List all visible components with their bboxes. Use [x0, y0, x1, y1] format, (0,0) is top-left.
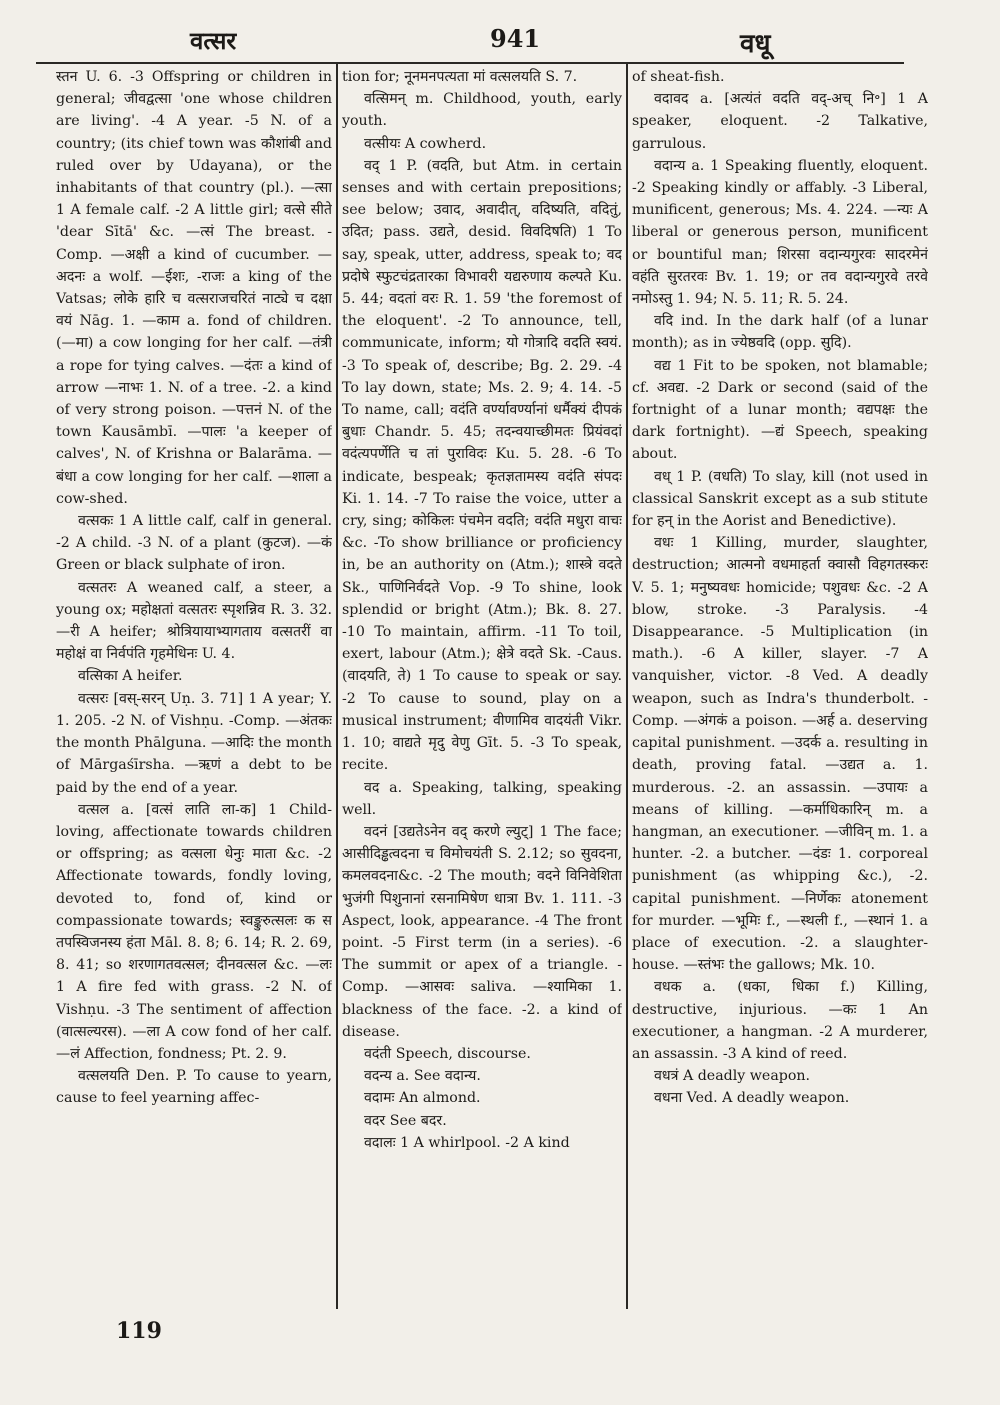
entry: वधक a. (धका, धिका f.) Killing, destructive, injurious. —कः 1 An executioner, a hangman. -2 A murderer, an assassin. -3 A kind of reed.	[632, 979, 928, 1062]
entry: वद a. Speaking, talking, speaking well.	[342, 779, 622, 818]
column-divider-1	[336, 64, 338, 1309]
entry: वदर See बदर.	[364, 1112, 447, 1129]
entry: वधः 1 Killing, murder, slaughter, destruction; आत्मनो वधमाहर्ता क्वासौ विहगतस्करः V. 5. 1; मनुष्यवधः homicide; पशुवधः &c. -2 A blow, stroke. -3 Paralysis. -4 Disappearance. -5 Multiplication (in math.). -6 A killer, slayer. -7 A vanquisher, victor. -8 Ved. A deadly weapon, such as Indra's thunderbolt. -Comp. —अंगकं a poison. —अर्ह a. deserving capital punishment. —उदर्क a. resulting in death, proving fatal. —उद्यत a. 1. murderous. -2. an assassin. —उपायः a means of killing. —कर्माधिकारिन् m. a hangman, an executioner. —जीविन् m. 1. a hunter. -2. a butcher. —दंडः 1. corporeal punishment (as whipping &c.), -2. capital punishment. —निर्णेकः atonement for murder. —भूमिः f., —स्थली f., —स्थानं 1. a place of execution. -2. a slaughter-house. —स्तंभः the gallows; Mk. 10.	[632, 535, 928, 974]
entry: tion for; नूनमनपत्यता मां वत्सलयति S. 7.	[342, 69, 578, 85]
entry: वत्सल a. [वत्सं लाति ला-क] 1 Child-loving, affectionate towards children or offspring; as वत्सला धेनुः माता &c. -2 Affectionate towards, fondly loving, devoted to, fond of, kind or compassionate towards; स्वङ्कुरुत्सलः क स तपस्विजनस्य हंता Māl. 8. 8; 6. 14; R. 2. 69, 8. 41; so शरणागतवत्सल; दीनवत्सल &c. —लः 1 A fire fed with grass. -2 N. of Vishṇu. -3 The sentiment of affection (वात्सल्यरस). —ला A cow fond of her calf. —लं Affection, fondness; Pt. 2. 9.	[56, 801, 332, 1062]
entry: वदनं [उद्यतेऽनेन वद् करणे ल्युट्] 1 The face; आसीदिड्ढत्वदना च विमोचयंती S. 2.12; so सुवदना, कमलवदना&c. -2 The mouth; वदने विनिवेशिता भुजंगी पिशुनानां रसनामिषेण धात्रा Bv. 1. 111. -3 Aspect, look, appearance. -4 The front point. -5 First term (in a series). -6 The summit or apex of a triangle. -Comp. —आसवः saliva. —श्यामिका 1. blackness of the face. -2. a kind of disease.	[342, 823, 622, 1040]
entry: वदंती Speech, discourse.	[364, 1045, 531, 1062]
entry: वधना Ved. A deadly weapon.	[654, 1090, 850, 1107]
entry: स्तन U. 6. -3 Offspring or children in general; जीवद्वत्सा 'one whose children are living'. -4 A year. -5 N. of a country; (its chief town was कौशांबी and ruled over by Udayana), or the inhabitants of that country (pl.). —त्सा 1 A female calf. -2 A little girl; वत्से सीते 'dear Sītā' &c. —त्सं The breast. -Comp. —अक्षी a kind of cucumber. —अदनः a wolf. —ईशः, -राजः a king of the Vatsas; लोके हारि च वत्सराजचरितं नाट्ये च दक्षा वयं Nāg. 1. —काम a. fond of children. (—मा) a cow longing for her calf. —तंत्री a rope for tying calves. —दंतः a kind of arrow —नाभः 1. N. of a tree. -2. a kind of very strong poison. —पत्तनं N. of the town Kausāmbī. —पालः 'a keeper of calves', N. of Krishna or Balarāma. —बंधा a cow longing for her calf. —शाला a cow-shed.	[56, 69, 332, 507]
guide-word-left: वत्सर	[190, 26, 237, 55]
entry: वत्सिका A heifer.	[78, 668, 183, 685]
page-number: 941	[490, 24, 541, 53]
entry: वद् 1 P. (वदति, but Atm. in certain senses and with certain prepositions; see below; उवाद, अवादीत्, वदिष्यति, वदितुं, उदित; pass. उद्यते, desid. विवदिषति) 1 To say, speak, utter, address, speak to; वद प्रदोषे स्फुटचंद्रतारका विभावरी यद्यरुणाय कल्पते Ku. 5. 44; वदतां वरः R. 1. 59 'the foremost of the eloquent'. -2 To announce, tell, communicate, inform; यो गोत्रादि वदति स्वयं. -3 To speak of, describe; Bg. 2. 29. -4 To lay down, state; Ms. 2. 9; 4. 14. -5 To name, call; वदंति वर्ण्यावर्ण्यानां धर्मैक्यं दीपकं बुधाः Chandr. 5. 45; तदन्वयाच्छीमतः प्रियंवदां वदंत्यपर्णेति च तां पुराविदः Ku. 5. 28. -6 To indicate, bespeak; कृतज्ञतामस्य वदंति संपदः Ki. 1. 14. -7 To raise the voice, utter a cry, sing; कोकिलः पंचमेन वदति; वदंति मधुरा वाचः &c. -To show brilliance or proficiency in, be an authority on (Atm.); शास्त्रे वदते Sk., पाणिनिर्वदते Vop. -9 To shine, look splendid or bright (Atm.); Bk. 8. 27. -10 To maintain, affirm. -11 To toil, exert, labour (Atm.); क्षेत्रे वदते Sk. -Caus. (वादयति, ते) 1 To cause to speak or say. -2 To cause to sound, play on a musical instrument; वीणामिव वादयंती Vikr. 1. 10; वाद्यते मृदु वेणु Gīt. 5. -3 To speak, recite.	[342, 157, 622, 774]
entry: वत्सीयः A cowherd.	[364, 135, 487, 152]
column-3	[632, 66, 928, 1316]
entry: वद्य 1 Fit to be spoken, not blamable; cf. अवद्य. -2 Dark or second (said of the fortnight of a lunar month; वद्यपक्षः the dark fortnight). —द्यं Speech, speaking about.	[632, 357, 928, 463]
entry: वदान्य a. 1 Speaking fluently, eloquent. -2 Speaking kindly or affably. -3 Liberal, munificent, generous; Ms. 4. 224. —न्यः A liberal or generous person, munificent or bountiful man; शिरसा वदान्यगुरवः सादरमेनं वहंति सुरतरवः Bv. 1. 19; or तव वदान्यगुरवे तरवे नमोऽस्तु 1. 94; N. 5. 11; R. 5. 24.	[632, 157, 928, 308]
entry: वदावद a. [अत्यंतं वदति वद्-अच् नि॰] 1 A speaker, eloquent. -2 Talkative, garrulous.	[632, 91, 928, 152]
column-1	[56, 66, 332, 1316]
signature-mark: 119	[116, 1318, 162, 1344]
entry: of sheat-fish.	[632, 69, 725, 85]
entry: वत्सिमन् m. Childhood, youth, early youth.	[342, 91, 622, 130]
guide-word-right: वधू	[740, 29, 771, 59]
entry: वदामः An almond.	[364, 1090, 481, 1107]
header-rule	[36, 62, 904, 64]
column-divider-2	[626, 64, 628, 1309]
entry: वत्सकः 1 A little calf, calf in general. -2 A child. -3 N. of a plant (कुटज). —कं Green or black sulphate of iron.	[56, 513, 332, 574]
entry: वत्सरः [वस्-सरन् Uṇ. 3. 71] 1 A year; Y. 1. 205. -2 N. of Vishṇu. -Comp. —अंतकः the month Phālguna. —आदिः the month of Mārgaśīrsha. —ऋणं a debt to be paid by the end of a year.	[56, 690, 332, 796]
column-2	[342, 66, 622, 1316]
entry: वधत्रं A deadly weapon.	[654, 1068, 811, 1085]
entry: वदालः 1 A whirlpool. -2 A kind	[364, 1134, 570, 1151]
page-header	[50, 12, 950, 60]
entry: वदि ind. In the dark half (of a lunar month); as in ज्येष्ठवदि (opp. सुदि).	[632, 313, 928, 352]
entry: वत्सतरः A weaned calf, a steer, a young ox; महोक्षतां वत्सतरः स्पृशन्निव R. 3. 32. —री A heifer; श्रोत्रियायाभ्यागताय वत्सतरीं वा महोक्षं वा निर्वपंति गृहमेधिनः U. 4.	[56, 579, 332, 663]
entry: वदन्य a. See वदान्य.	[364, 1068, 481, 1085]
entry: वत्सलयति Den. P. To cause to yearn, cause to feel yearning affec-	[56, 1068, 332, 1107]
entry: वध् 1 P. (वधति) To slay, kill (not used in classical Sanskrit except as a sub stitute for हन् in the Aorist and Benedictive).	[632, 468, 928, 530]
